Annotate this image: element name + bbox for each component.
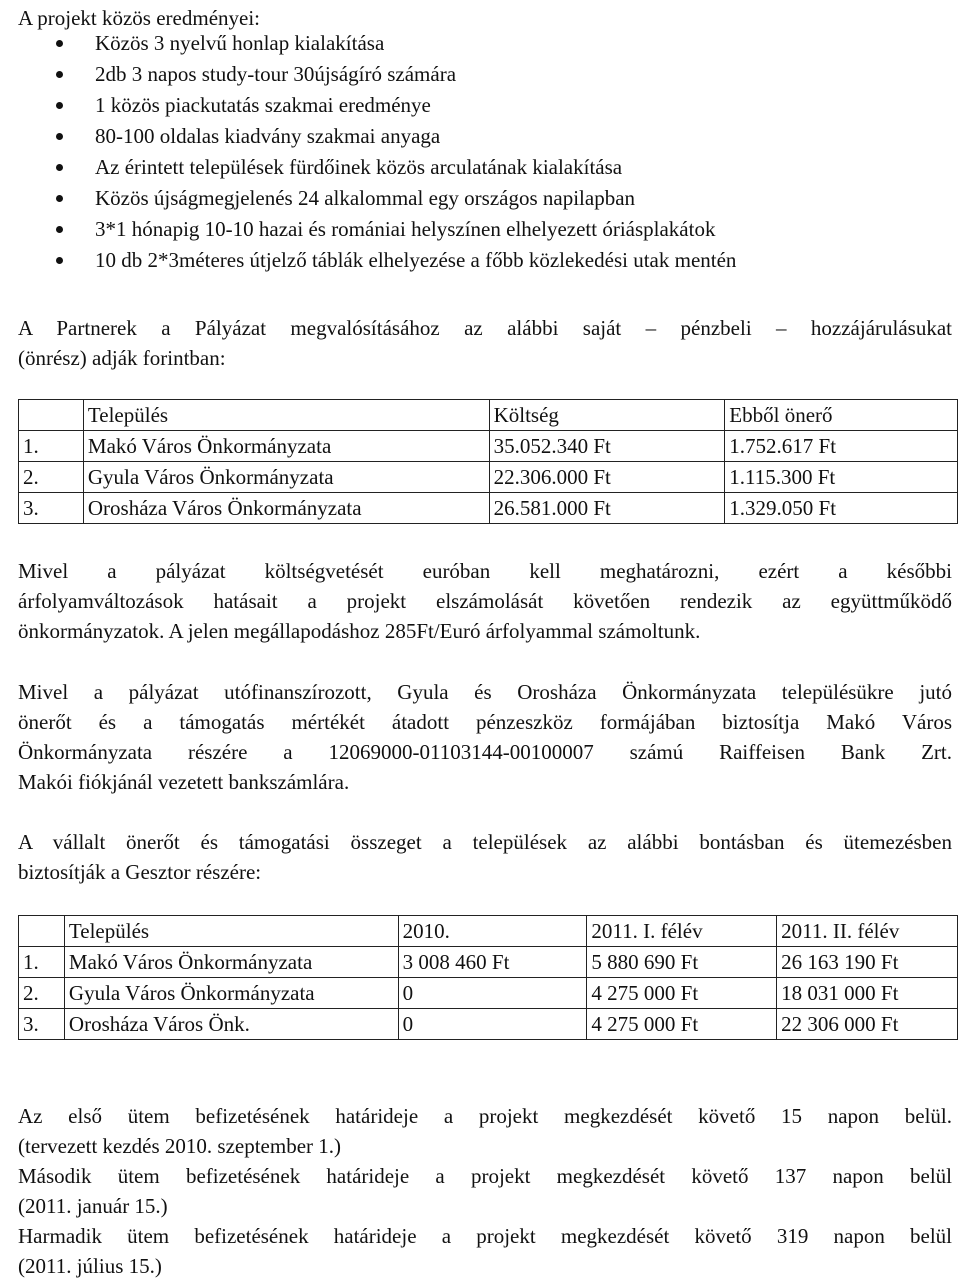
- list-item: 10 db 2*3méteres útjelző táblák elhelyezése a főbb közlekedési utak mentén: [18, 245, 952, 276]
- table-cell: 1.115.300 Ft: [725, 462, 958, 493]
- bullet-icon: [56, 226, 63, 233]
- results-list: [18, 28, 952, 276]
- table-row: [19, 947, 958, 978]
- table-cell: Gyula Város Önkormányzata: [64, 978, 398, 1009]
- bullet-icon: [56, 71, 63, 78]
- table-row: [19, 431, 958, 462]
- table-cell: Orosháza Város Önkormányzata: [83, 493, 489, 524]
- bullet-icon: [56, 164, 63, 171]
- bullet-icon: [56, 102, 63, 109]
- table-cell: 2011. II. félév: [777, 916, 958, 947]
- bullet-icon: [56, 40, 63, 47]
- deadlines-paragraph: Az első ütem befizetésének határideje a projekt megkezdését követő 15 napon belül. (tervezett kezdés 2010. szeptember 1.) Második ütem befizetésének határideje a projekt megkezdését követő 137 napon belül (2011. január 15.) Harmadik ütem befizetésének határideje a projekt megkezdését követő 319 napon belül (2011. július 15.): [18, 1104, 952, 1278]
- table-cell: 3.: [19, 1009, 65, 1040]
- table-header-row: [19, 400, 958, 431]
- list-item: 1 közös piackutatás szakmai eredménye: [18, 90, 952, 121]
- table-cell: 1.752.617 Ft: [725, 431, 958, 462]
- schedule-intro-paragraph: A vállalt önerőt és támogatási összeget a települések az alábbi bontásban és ütemezésben biztosítják a Gesztor részére:: [18, 830, 952, 884]
- table-header-row: [19, 916, 958, 947]
- table-cell: 4 275 000 Ft: [587, 978, 777, 1009]
- table-cell: Gyula Város Önkormányzata: [83, 462, 489, 493]
- table-row: [19, 978, 958, 1009]
- transfer-paragraph: Mivel a pályázat utófinanszírozott, Gyula és Orosháza Önkormányzata településükre jutó önerőt és a támogatás mértékét átadott pénzeszköz formájában biztosítja Makó Város Önkormányzata részére a 12069000-01103144-00100007 számú Raiffeisen Bank Zrt. Makói fiókjánál vezetett bankszámlára.: [18, 680, 952, 794]
- table-cell: Település: [83, 400, 489, 431]
- table-cell: 1.: [19, 947, 65, 978]
- table-cell: Makó Város Önkormányzata: [83, 431, 489, 462]
- table-cell: Település: [64, 916, 398, 947]
- schedule-table: [18, 915, 958, 1040]
- bullet-icon: [56, 133, 63, 140]
- table-cell: 2011. I. félév: [587, 916, 777, 947]
- table-cell: 0: [398, 978, 587, 1009]
- list-item: 2db 3 napos study-tour 30újságíró számára: [18, 59, 952, 90]
- cost-table: [18, 399, 958, 524]
- table-cell: Makó Város Önkormányzata: [64, 947, 398, 978]
- table-cell: [19, 400, 84, 431]
- list-item: 80-100 oldalas kiadvány szakmai anyaga: [18, 121, 952, 152]
- table-cell: 2.: [19, 978, 65, 1009]
- table-cell: 3 008 460 Ft: [398, 947, 587, 978]
- results-heading: A projekt közös eredményei:: [18, 6, 261, 30]
- table-cell: 4 275 000 Ft: [587, 1009, 777, 1040]
- table-cell: 0: [398, 1009, 587, 1040]
- table-cell: 22.306.000 Ft: [489, 462, 725, 493]
- table-row: [19, 462, 958, 493]
- table-cell: Költség: [489, 400, 725, 431]
- list-item: Közös újságmegjelenés 24 alkalommal egy országos napilapban: [18, 183, 952, 214]
- bullet-icon: [56, 195, 63, 202]
- table-cell: 18 031 000 Ft: [777, 978, 958, 1009]
- list-item: Az érintett települések fürdőinek közös arculatának kialakítása: [18, 152, 952, 183]
- table-cell: 1.329.050 Ft: [725, 493, 958, 524]
- table-cell: 26 163 190 Ft: [777, 947, 958, 978]
- table-cell: 2010.: [398, 916, 587, 947]
- table-cell: 1.: [19, 431, 84, 462]
- partners-intro-paragraph: A Partnerek a Pályázat megvalósításához az alábbi saját – pénzbeli – hozzájárulásukat (önrész) adják forintban:: [18, 316, 952, 370]
- table-cell: 22 306 000 Ft: [777, 1009, 958, 1040]
- table-cell: 5 880 690 Ft: [587, 947, 777, 978]
- table-cell: 26.581.000 Ft: [489, 493, 725, 524]
- table-cell: 3.: [19, 493, 84, 524]
- list-item: 3*1 hónapig 10-10 hazai és romániai helyszínen elhelyezett óriásplakátok: [18, 214, 952, 245]
- bullet-icon: [56, 257, 63, 264]
- euro-paragraph: Mivel a pályázat költségvetését euróban kell meghatározni, ezért a későbbi árfolyamváltozások hatásait a projekt elszámolását követően rendezik az együttműködő önkormányzatok. A jelen megállapodáshoz 285Ft/Euró árfolyammal számoltunk.: [18, 559, 952, 643]
- table-cell: Orosháza Város Önk.: [64, 1009, 398, 1040]
- table-cell: 2.: [19, 462, 84, 493]
- table-row: [19, 1009, 958, 1040]
- list-item: Közös 3 nyelvű honlap kialakítása: [18, 28, 952, 59]
- table-cell: 35.052.340 Ft: [489, 431, 725, 462]
- table-cell: Ebből önerő: [725, 400, 958, 431]
- table-cell: [19, 916, 65, 947]
- table-row: [19, 493, 958, 524]
